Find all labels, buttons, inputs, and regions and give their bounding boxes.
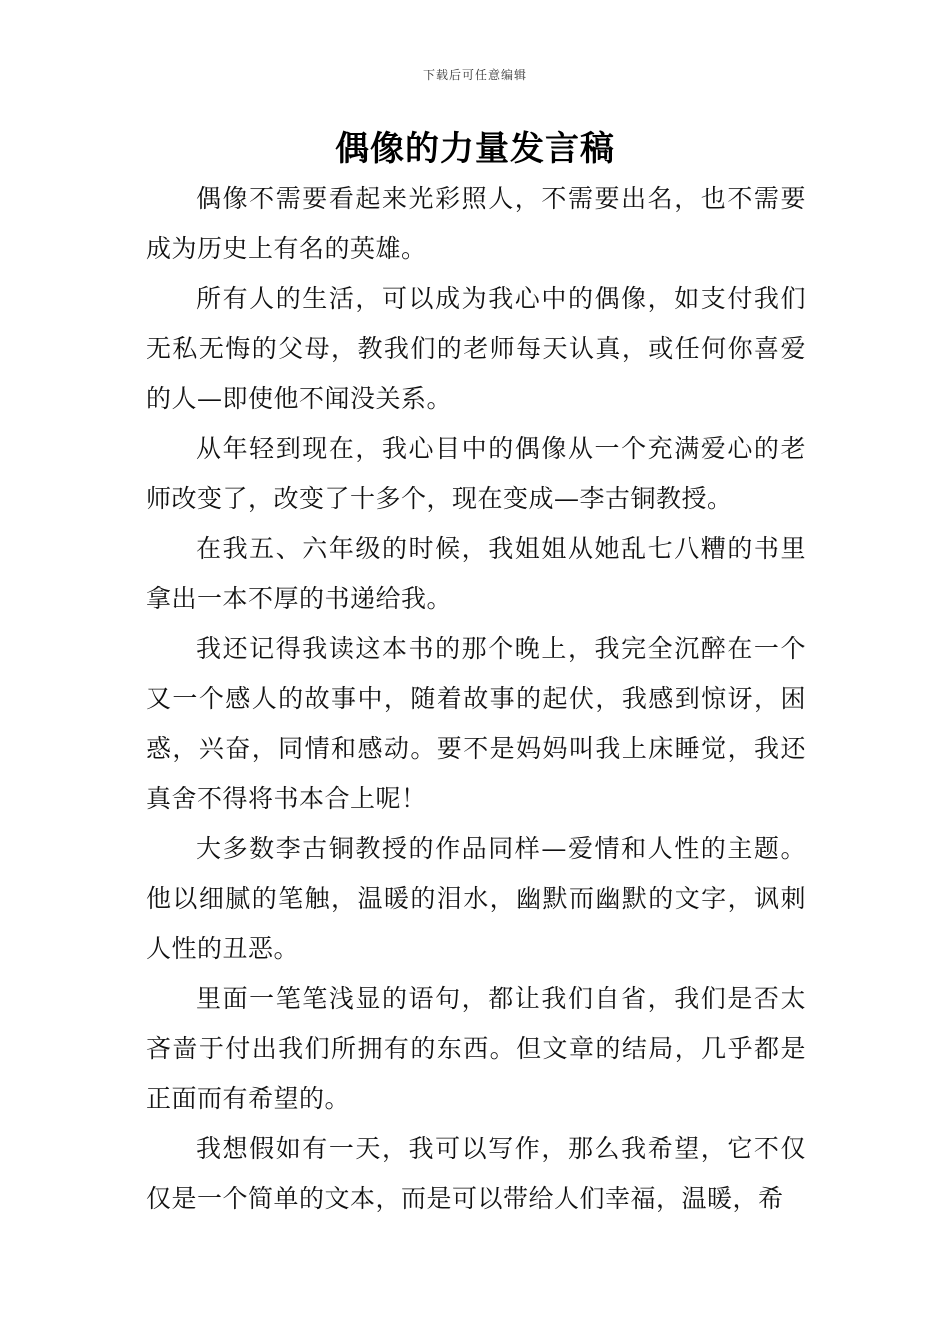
paragraph-5: 我还记得我读这本书的那个晚上，我完全沉醉在一个又一个感人的故事中，随着故事的起伏，我感到惊讶，困惑，兴奋，同情和感动。要不是妈妈叫我上床睡觉，我还真舍不得将书本合上呢！ [146, 634, 806, 813]
paragraph-2: 所有人的生活，可以成为我心中的偶像，如支付我们无私无悔的父母，教我们的老师每天认真，或任何你喜爱的人—即使他不闻没关系。 [146, 284, 806, 413]
paragraph-6: 大多数李古铜教授的作品同样—爱情和人性的主题。他以细腻的笔触，温暖的泪水，幽默而幽默的文字，讽刺人性的丑恶。 [146, 834, 806, 963]
paragraph-8: 我想假如有一天，我可以写作，那么我希望，它不仅仅是一个简单的文本，而是可以带给人们幸福，温暖，希 [146, 1134, 806, 1213]
paragraph-4: 在我五、六年级的时候，我姐姐从她乱七八糟的书里拿出一本不厚的书递给我。 [146, 534, 806, 613]
paragraph-7: 里面一笔笔浅显的语句，都让我们自省，我们是否太吝啬于付出我们所拥有的东西。但文章的结局，几乎都是正面而有希望的。 [146, 984, 806, 1113]
paragraph-3: 从年轻到现在，我心目中的偶像从一个充满爱心的老师改变了，改变了十多个，现在变成—李古铜教授。 [146, 434, 806, 513]
document-title: 偶像的力量发言稿 [335, 129, 615, 169]
header-note: 下载后可任意编辑 [422, 68, 527, 82]
document-body [146, 174, 806, 1224]
paragraph-1: 偶像不需要看起来光彩照人，不需要出名，也不需要成为历史上有名的英雄。 [146, 184, 806, 263]
